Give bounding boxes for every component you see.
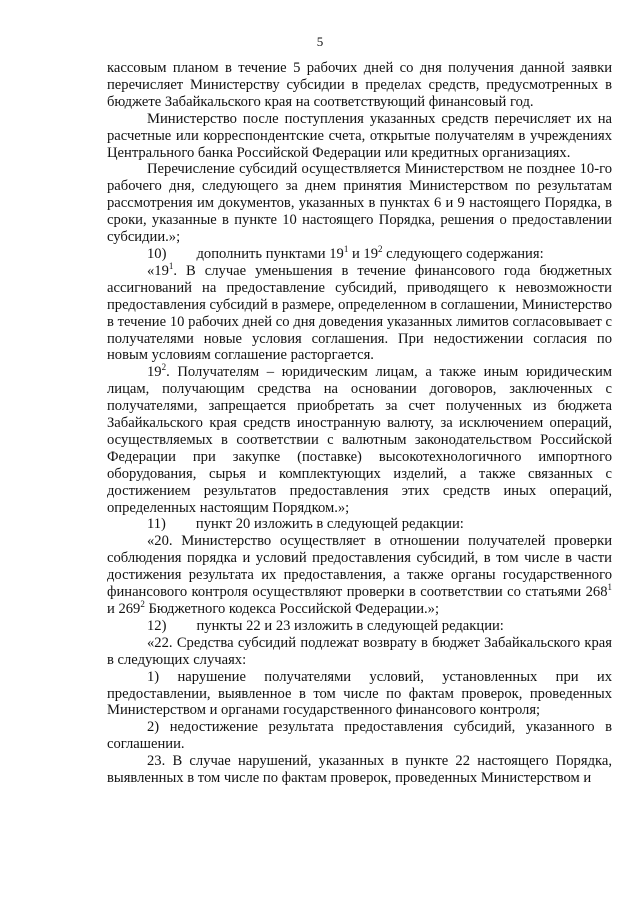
paragraph-19-1: «$19^1$. В случае уменьшения в течение финансового года бюджетных ассигнований на предоставление субсидий, приводящего к невозможности предоставления субсидий в размере, определенном в соглашении, Министерство в течение 10 рабочих дней со дня доведения указанных лимитов согласовывает с получателями новые условия соглашения. При недостижении согласия по новым условиям соглашение расторгается. — [107, 261, 612, 364]
page-number: 5 — [316, 34, 324, 49]
paragraph-transfer-deadline: Перечисление субсидий осуществляется Министерством не позднее 10-го рабочего дня, следующего за днем принятия Министерством по результатам рассмотрения им документов, указанных в пунктах 6 и 9 настоящего Порядка, в сроки, указанные в пункте 10 настоящего Порядка, решения о предоставлении субсидии.»; — [107, 161, 612, 246]
paragraph-23: 23. В случае нарушений, указанных в пункте 22 настоящего Порядка, выявленных в том числе по фактам проверок, проведенных Министерством и — [107, 753, 612, 787]
paragraph-22: «22. Средства субсидий подлежат возврату в бюджет Забайкальского края в следующих случаях: — [107, 634, 612, 668]
document-body — [107, 60, 612, 787]
item-number: 11) — [147, 516, 166, 533]
paragraph-22-1: 1) нарушение получателями условий, установленных при их предоставлении, выявленное в том числе по фактам проверок, проведенных Министерством и органами государственного финансового контроля; — [107, 668, 612, 719]
paragraph-accounts: Министерство после поступления указанных средств перечисляет их на расчетные или корреспондентские счета, открытые получателям в учреждениях Центрального банка Российской Федерации или кредитных организациях. — [107, 110, 612, 161]
list-item-12: 12) пункты 22 и 23 изложить в следующей редакции: — [147, 617, 504, 634]
list-item-10: 10) дополнить пунктами $19^1$ и $19^2$ следующего содержания: — [147, 244, 544, 262]
paragraph-19-2: $19^2$. Получателям – юридическим лицам, а также иным юридическим лицам, получающим средства на основании договоров, заключенных с получателями, запрещается приобретать за счет полученных из бюджета Забайкальского края средств иностранную валюту, за исключением операций, осуществляемых в соответствии с валютным законодательством Российской Федерации при закупке (поставке) высокотехнологичного импортного оборудования, сырья и комплектующих изделий, а также связанных с достижением результатов предоставления этих средств иных операций, определенных настоящим Порядком.»; — [107, 362, 612, 516]
list-item-11: 11) пункт 20 изложить в следующей редакции: — [147, 516, 464, 533]
item-number: 10) — [147, 245, 167, 262]
paragraph-22-2: 2) недостижение результата предоставления субсидий, указанного в соглашении. — [107, 719, 612, 753]
paragraph-20: «20. Министерство осуществляет в отношении получателей проверки соблюдения порядка и условий предоставления субсидий, в том числе в части достижения результата их предоставления, а также органы государственного финансового контроля осуществляют проверки в соответствии со статьями $268^1$ и $269^2$ Бюджетного кодекса Российской Федерации.»; — [107, 533, 612, 617]
item-number: 12) — [147, 617, 167, 634]
paragraph-budget-transfer: кассовым планом в течение 5 рабочих дней со дня получения данной заявки перечисляет Министерству субсидии в пределах средств, предусмотренных в бюджете Забайкальского края на соответствующий финансовый год. — [107, 60, 612, 110]
